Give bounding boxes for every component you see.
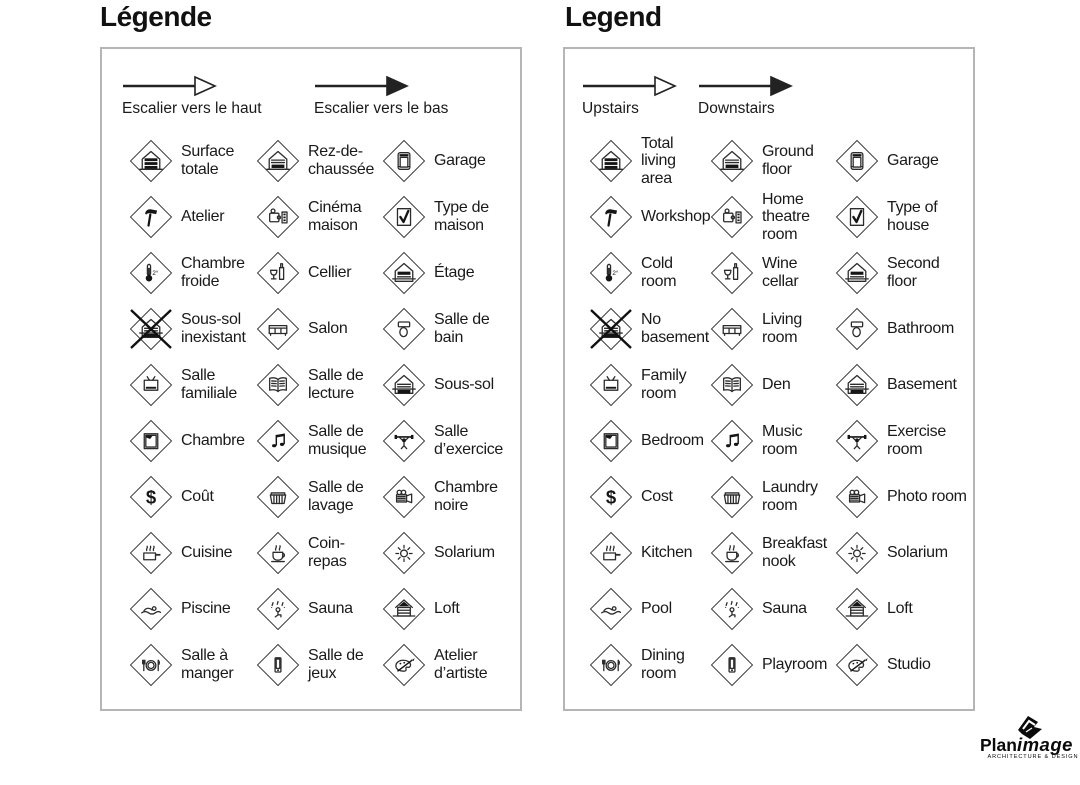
- legend-item: [255, 301, 381, 357]
- legend-item-label: Salle de lecture: [308, 367, 364, 402]
- legend-item-label: Cinéma maison: [308, 199, 362, 234]
- legend-item-label: Den: [762, 376, 791, 394]
- legend-item-label: Type de maison: [434, 199, 489, 234]
- legend-item-label: Ground floor: [762, 143, 814, 178]
- planimage-logo-text: [980, 734, 1080, 755]
- breakfast-nook-icon: [255, 530, 301, 576]
- no-basement-icon: [128, 306, 174, 352]
- legend-item: [128, 581, 255, 637]
- den-icon: [255, 362, 301, 408]
- legend-item: [834, 245, 969, 301]
- legend-item-label: Salon: [308, 320, 348, 338]
- cold-room-icon: [128, 250, 174, 296]
- legend-item-label: Wine cellar: [762, 255, 799, 290]
- legend-item: [128, 357, 255, 413]
- pool-icon: [588, 586, 634, 632]
- stairs-up-label: Upstairs: [582, 100, 639, 117]
- legend-item-label: Studio: [887, 656, 931, 674]
- legend-item-label: Workshop: [641, 208, 711, 226]
- cold-room-icon: [588, 250, 634, 296]
- legend-item-label: Playroom: [762, 656, 828, 674]
- legend-item-label: Second floor: [887, 255, 940, 290]
- legend-item-label: Atelier d’artiste: [434, 647, 488, 682]
- total-living-area-icon: [128, 138, 174, 184]
- legend-item-label: Exercise room: [887, 423, 946, 458]
- legend-item: [709, 469, 834, 525]
- bathroom-icon: [834, 306, 880, 352]
- family-room-icon: [128, 362, 174, 408]
- svg-text:2°: 2°: [152, 270, 159, 278]
- up-arrow-icon: [582, 75, 678, 97]
- legend-item: [834, 357, 969, 413]
- legend-item: [709, 413, 834, 469]
- legend-item: [834, 469, 969, 525]
- legend-item-label: Solarium: [887, 544, 948, 562]
- planimage-logo: [980, 714, 1080, 760]
- living-room-icon: [255, 306, 301, 352]
- solarium-icon: [834, 530, 880, 576]
- legend-item-label: Breakfast nook: [762, 535, 827, 570]
- laundry-room-icon: [255, 474, 301, 520]
- legend-panel-french: [100, 47, 522, 711]
- second-floor-icon: [381, 250, 427, 296]
- living-room-icon: [709, 306, 755, 352]
- legend-item-label: Chambre noire: [434, 479, 498, 514]
- legend-item: [128, 413, 255, 469]
- studio-icon: [834, 642, 880, 688]
- legend-item: [255, 133, 381, 189]
- legend-item-label: Salle de lavage: [308, 479, 364, 514]
- legend-item: [255, 581, 381, 637]
- legend-item-label: Loft: [887, 600, 913, 618]
- legend-item-label: Laundry room: [762, 479, 818, 514]
- legend-item-label: Sauna: [762, 600, 807, 618]
- legend-item: [834, 189, 969, 245]
- legend-item-label: Photo room: [887, 488, 967, 506]
- legend-panel-english: [563, 47, 975, 711]
- type-of-house-icon: [834, 194, 880, 240]
- stairs-down-arrow: [698, 75, 794, 118]
- legend-item: [588, 189, 709, 245]
- legend-item: [588, 245, 709, 301]
- stairs-up-arrow: [582, 75, 678, 118]
- wine-cellar-icon: [255, 250, 301, 296]
- photo-room-icon: [834, 474, 880, 520]
- legend-item-label: Type of house: [887, 199, 938, 234]
- legend-item-label: Loft: [434, 600, 460, 618]
- exercise-room-icon: [381, 418, 427, 464]
- garage-icon: [834, 138, 880, 184]
- svg-text:2°: 2°: [612, 270, 619, 278]
- planimage-logo-tagline: ARCHITECTURE & DESIGN: [987, 753, 1079, 760]
- loft-icon: [381, 586, 427, 632]
- legend-item-label: Dining room: [641, 647, 685, 682]
- legend-item: [255, 525, 381, 581]
- svg-text:$: $: [605, 486, 617, 508]
- legend-item-label: Surface totale: [181, 143, 235, 178]
- laundry-room-icon: [709, 474, 755, 520]
- legend-item: [128, 525, 255, 581]
- legend-item: [128, 189, 255, 245]
- stairs-down-arrow: [314, 75, 448, 118]
- legend-item: [255, 357, 381, 413]
- legend-item: [709, 189, 834, 245]
- home-theatre-icon: [709, 194, 755, 240]
- second-floor-icon: [834, 250, 880, 296]
- studio-icon: [381, 642, 427, 688]
- solarium-icon: [381, 530, 427, 576]
- legend-item-label: Total living area: [641, 134, 676, 187]
- legend-item: [588, 525, 709, 581]
- basement-icon: [834, 362, 880, 408]
- legend-item-label: Piscine: [181, 600, 231, 618]
- logo-text-bold: Plan: [980, 735, 1017, 755]
- legend-item: [381, 525, 516, 581]
- legend-item-label: Salle de bain: [434, 311, 490, 346]
- photo-room-icon: [381, 474, 427, 520]
- legend-item: [709, 637, 834, 693]
- type-of-house-icon: [381, 194, 427, 240]
- legend-item-label: Kitchen: [641, 544, 693, 562]
- stairs-down-label: Escalier vers le bas: [314, 100, 449, 117]
- bathroom-icon: [381, 306, 427, 352]
- ground-floor-icon: [255, 138, 301, 184]
- legend-item-label: Étage: [434, 264, 475, 282]
- legend-item-label: Chambre: [181, 432, 245, 450]
- music-room-icon: [709, 418, 755, 464]
- home-theatre-icon: [255, 194, 301, 240]
- legend-item-label: Salle à manger: [181, 647, 234, 682]
- legend-item: [588, 133, 709, 189]
- legend-item: [588, 469, 709, 525]
- stairs-up-arrow: [122, 75, 262, 118]
- basement-icon: [381, 362, 427, 408]
- legend-item: [128, 133, 255, 189]
- legend-item-label: Living room: [762, 311, 803, 346]
- garage-icon: [381, 138, 427, 184]
- legend-item: [381, 357, 516, 413]
- exercise-room-icon: [834, 418, 880, 464]
- legend-item: [255, 413, 381, 469]
- cost-icon: [588, 474, 634, 520]
- legend-item: [128, 245, 255, 301]
- legend-item: [709, 301, 834, 357]
- legend-grid-english: [588, 133, 969, 693]
- page-title-french: Légende: [100, 1, 212, 32]
- legend-item: [255, 245, 381, 301]
- legend-item: [709, 581, 834, 637]
- legend-item: [128, 469, 255, 525]
- legend-item: [381, 245, 516, 301]
- legend-item: [834, 525, 969, 581]
- legend-item: [834, 301, 969, 357]
- legend-item-label: Cuisine: [181, 544, 233, 562]
- legend-item: [588, 301, 709, 357]
- down-arrow-icon: [698, 75, 794, 97]
- legend-item-label: Garage: [887, 152, 939, 170]
- bedroom-icon: [588, 418, 634, 464]
- legend-item: [709, 357, 834, 413]
- legend-item-label: Salle d’exercice: [434, 423, 504, 458]
- legend-item: [255, 637, 381, 693]
- legend-item-label: Music room: [762, 423, 803, 458]
- breakfast-nook-icon: [709, 530, 755, 576]
- legend-item-label: Bathroom: [887, 320, 954, 338]
- legend-item-label: Coin-repas: [308, 535, 347, 570]
- legend-item: [588, 357, 709, 413]
- svg-text:$: $: [145, 486, 157, 508]
- legend-item-label: Cost: [641, 488, 673, 506]
- legend-item: [128, 637, 255, 693]
- legend-item-label: Garage: [434, 152, 486, 170]
- workshop-icon: [588, 194, 634, 240]
- legend-item-label: Basement: [887, 376, 957, 394]
- logo-text-italic: image: [1016, 734, 1073, 755]
- dining-room-icon: [588, 642, 634, 688]
- ground-floor-icon: [709, 138, 755, 184]
- stairs-down-label: Downstairs: [698, 100, 775, 117]
- sauna-icon: [709, 586, 755, 632]
- legend-item-label: Chambre froide: [181, 255, 245, 290]
- dining-room-icon: [128, 642, 174, 688]
- legend-item: [709, 525, 834, 581]
- legend-grid-french: [128, 133, 516, 693]
- legend-item: [588, 581, 709, 637]
- legend-item-label: Pool: [641, 600, 672, 618]
- legend-item: [709, 133, 834, 189]
- total-living-area-icon: [588, 138, 634, 184]
- legend-item: [255, 189, 381, 245]
- legend-item-label: No basement: [641, 311, 709, 346]
- legend-item: [128, 301, 255, 357]
- legend-item: [834, 413, 969, 469]
- legend-item: [834, 637, 969, 693]
- legend-item: [834, 581, 969, 637]
- cost-icon: [128, 474, 174, 520]
- legend-item: [381, 469, 516, 525]
- legend-item-label: Atelier: [181, 208, 225, 226]
- legend-item: [381, 133, 516, 189]
- legend-item-label: Sous-sol inexistant: [181, 311, 246, 346]
- up-arrow-icon: [122, 75, 218, 97]
- workshop-icon: [128, 194, 174, 240]
- playroom-icon: [255, 642, 301, 688]
- down-arrow-icon: [314, 75, 410, 97]
- legend-item: [381, 637, 516, 693]
- legend-item-label: Coût: [181, 488, 214, 506]
- family-room-icon: [588, 362, 634, 408]
- legend-item-label: Sauna: [308, 600, 353, 618]
- kitchen-icon: [588, 530, 634, 576]
- legend-item: [381, 581, 516, 637]
- legend-item-label: Rez-de-chaussée: [308, 143, 375, 178]
- bedroom-icon: [128, 418, 174, 464]
- legend-item-label: Cellier: [308, 264, 352, 282]
- legend-item: [381, 189, 516, 245]
- kitchen-icon: [128, 530, 174, 576]
- legend-item: [588, 637, 709, 693]
- legend-item-label: Home theatre room: [762, 190, 810, 243]
- legend-item: [709, 245, 834, 301]
- legend-item: [255, 469, 381, 525]
- playroom-icon: [709, 642, 755, 688]
- legend-item: [381, 301, 516, 357]
- loft-icon: [834, 586, 880, 632]
- no-basement-icon: [588, 306, 634, 352]
- wine-cellar-icon: [709, 250, 755, 296]
- legend-item-label: Bedroom: [641, 432, 704, 450]
- legend-item-label: Salle de musique: [308, 423, 367, 458]
- legend-item: [381, 413, 516, 469]
- legend-item-label: Solarium: [434, 544, 495, 562]
- legend-item-label: Cold room: [641, 255, 677, 290]
- den-icon: [709, 362, 755, 408]
- stairs-up-label: Escalier vers le haut: [122, 100, 262, 117]
- legend-item: [834, 133, 969, 189]
- sauna-icon: [255, 586, 301, 632]
- legend-item-label: Family room: [641, 367, 687, 402]
- pool-icon: [128, 586, 174, 632]
- music-room-icon: [255, 418, 301, 464]
- legend-item-label: Sous-sol: [434, 376, 494, 394]
- legend-item-label: Salle familiale: [181, 367, 237, 402]
- page-title-english: Legend: [565, 1, 662, 32]
- legend-item-label: Salle de jeux: [308, 647, 364, 682]
- legend-item: [588, 413, 709, 469]
